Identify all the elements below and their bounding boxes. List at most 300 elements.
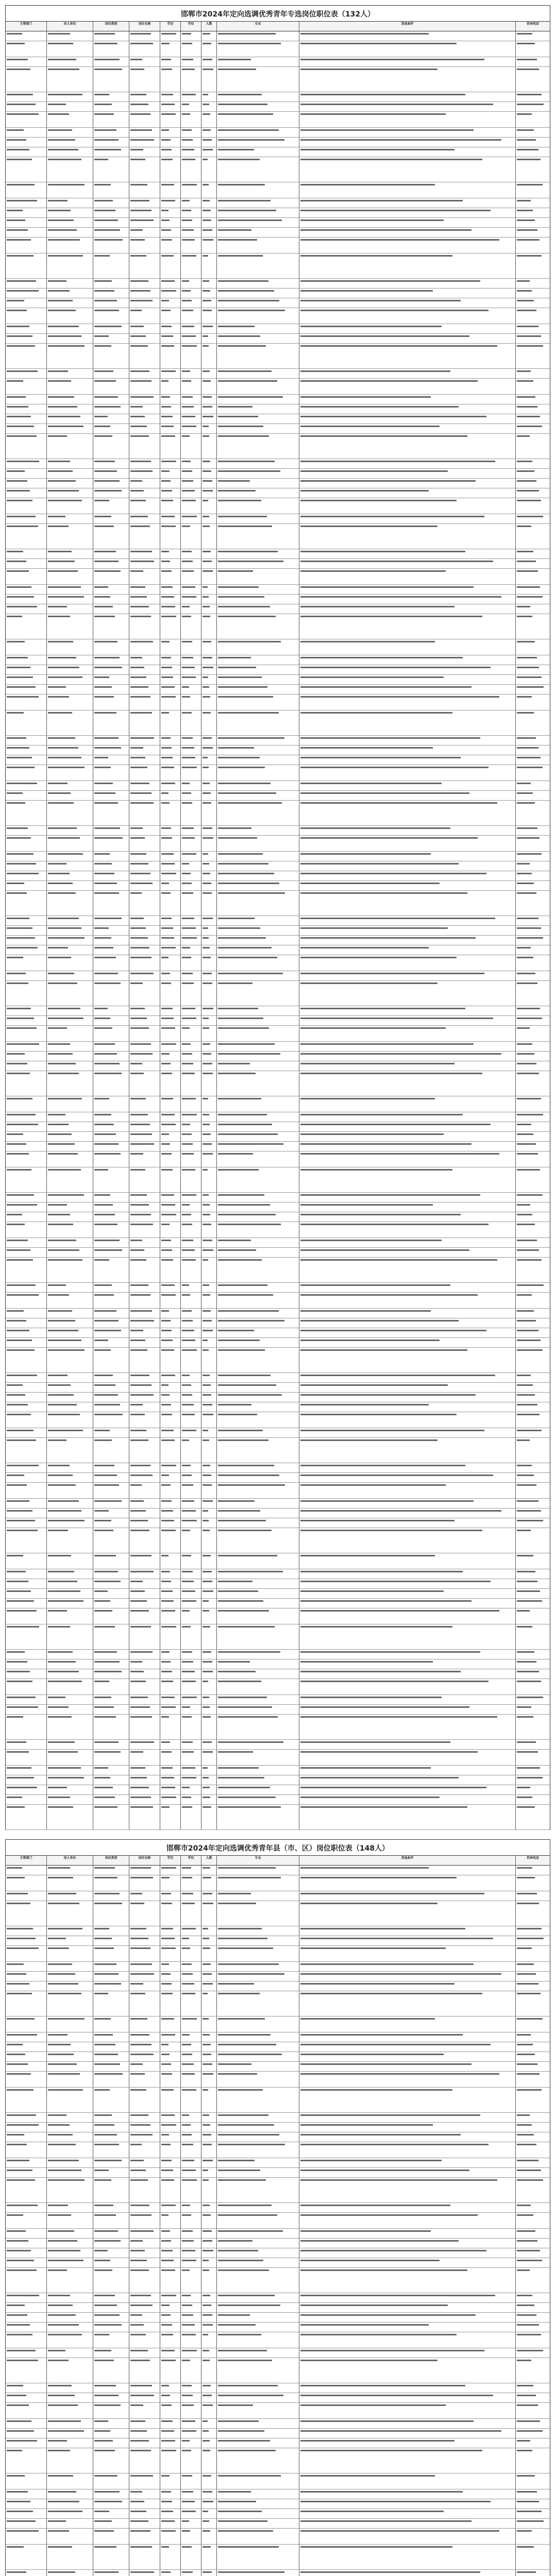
table-cell bbox=[181, 102, 201, 111]
illegible-text bbox=[300, 1590, 444, 1592]
table-row bbox=[6, 852, 550, 861]
illegible-text bbox=[48, 1893, 76, 1894]
illegible-text bbox=[300, 1806, 467, 1808]
table-cell bbox=[129, 604, 160, 614]
table-cell bbox=[181, 2429, 201, 2438]
illegible-text bbox=[130, 2395, 154, 2396]
table-cell bbox=[181, 228, 201, 237]
table-cell bbox=[299, 1258, 516, 1282]
illegible-text bbox=[161, 657, 171, 658]
table-cell bbox=[201, 2052, 217, 2061]
illegible-text bbox=[218, 1893, 251, 1894]
table-cell bbox=[129, 2142, 160, 2158]
illegible-text bbox=[300, 927, 448, 929]
table-cell bbox=[129, 1052, 160, 1061]
illegible-text bbox=[94, 200, 113, 201]
table-cell bbox=[181, 745, 201, 755]
illegible-text bbox=[182, 783, 190, 784]
table-cell bbox=[516, 755, 550, 765]
illegible-text bbox=[218, 1394, 282, 1396]
illegible-text bbox=[7, 480, 27, 482]
illegible-text bbox=[161, 2404, 172, 2406]
illegible-text bbox=[517, 1249, 539, 1251]
table-cell bbox=[516, 1318, 550, 1328]
table-row bbox=[6, 1212, 550, 1222]
illegible-text bbox=[7, 1500, 29, 1502]
table-cell bbox=[181, 2229, 201, 2238]
illegible-text bbox=[203, 239, 213, 241]
table-cell bbox=[299, 861, 516, 871]
illegible-text bbox=[7, 1530, 38, 1531]
illegible-text bbox=[7, 1320, 26, 1321]
table-cell bbox=[93, 710, 129, 735]
table-cell bbox=[201, 1212, 217, 1222]
table-cell bbox=[47, 1624, 93, 1649]
table-cell bbox=[181, 404, 201, 414]
illegible-text bbox=[517, 345, 543, 347]
illegible-text bbox=[218, 435, 269, 437]
illegible-text bbox=[182, 1797, 191, 1798]
table-cell bbox=[217, 253, 299, 278]
table-row bbox=[6, 2303, 550, 2313]
illegible-text bbox=[203, 1510, 208, 1512]
table-cell bbox=[217, 2113, 299, 2122]
illegible-text bbox=[218, 1053, 280, 1055]
table-cell bbox=[160, 1669, 181, 1679]
illegible-text bbox=[300, 1259, 497, 1261]
table-cell bbox=[129, 1926, 160, 1936]
table-cell bbox=[299, 1901, 516, 1926]
table-cell bbox=[516, 2419, 550, 2428]
illegible-text bbox=[203, 2114, 209, 2116]
illegible-text bbox=[48, 139, 75, 141]
illegible-text bbox=[48, 516, 65, 517]
illegible-text bbox=[94, 104, 112, 105]
illegible-text bbox=[48, 2350, 65, 2351]
illegible-text bbox=[7, 1204, 37, 1206]
table-cell bbox=[201, 1463, 217, 1472]
table-cell bbox=[217, 1499, 299, 1508]
table-cell bbox=[160, 404, 181, 414]
table-cell bbox=[129, 1499, 160, 1508]
illegible-text bbox=[203, 2240, 212, 2242]
table-cell bbox=[299, 298, 516, 308]
illegible-text bbox=[218, 1610, 269, 1612]
table-cell bbox=[6, 2113, 47, 2122]
table-cell bbox=[93, 2509, 129, 2518]
illegible-text bbox=[203, 1903, 213, 1904]
illegible-text bbox=[130, 802, 154, 804]
illegible-text bbox=[130, 280, 148, 282]
table-cell bbox=[217, 1750, 299, 1765]
illegible-text bbox=[300, 470, 448, 472]
illegible-text bbox=[48, 2385, 72, 2386]
table-cell bbox=[299, 1553, 516, 1569]
table-cell bbox=[217, 1052, 299, 1061]
table-cell bbox=[6, 102, 47, 111]
illegible-text bbox=[517, 657, 537, 658]
table-cell bbox=[181, 308, 201, 324]
illegible-text bbox=[48, 551, 72, 552]
illegible-text bbox=[300, 2018, 435, 2020]
table-cell bbox=[299, 1438, 516, 1463]
illegible-text bbox=[300, 1414, 457, 1415]
table-row bbox=[6, 675, 550, 685]
illegible-text bbox=[48, 1806, 73, 1808]
table-cell bbox=[160, 2062, 181, 2071]
illegible-text bbox=[48, 1143, 75, 1145]
illegible-text bbox=[182, 1777, 196, 1778]
table-cell bbox=[129, 549, 160, 558]
table-cell bbox=[299, 1112, 516, 1122]
table-cell bbox=[160, 1705, 181, 1714]
table-cell bbox=[129, 916, 160, 925]
table-cell bbox=[93, 1006, 129, 1015]
table-cell bbox=[129, 1866, 160, 1875]
illegible-text bbox=[203, 255, 208, 257]
illegible-text bbox=[203, 1375, 210, 1376]
table-cell bbox=[201, 1151, 217, 1167]
table-cell bbox=[160, 2393, 181, 2402]
illegible-text bbox=[7, 2089, 33, 2091]
table-cell bbox=[6, 2132, 47, 2142]
table-row bbox=[6, 1785, 550, 1795]
illegible-text bbox=[94, 1555, 116, 1556]
illegible-text bbox=[203, 863, 209, 865]
illegible-text bbox=[517, 1169, 540, 1171]
table-cell bbox=[181, 2052, 201, 2061]
table-cell bbox=[93, 157, 129, 182]
table-cell bbox=[217, 971, 299, 980]
illegible-text bbox=[94, 1224, 117, 1225]
illegible-text bbox=[48, 129, 72, 131]
table-cell bbox=[217, 1926, 299, 1936]
table-cell bbox=[201, 112, 217, 127]
table-cell bbox=[93, 1383, 129, 1392]
table-cell bbox=[129, 2429, 160, 2438]
table-cell bbox=[93, 1348, 129, 1372]
illegible-text bbox=[218, 2134, 279, 2136]
table-cell bbox=[93, 1705, 129, 1714]
table-cell bbox=[217, 2448, 299, 2473]
table-cell bbox=[201, 479, 217, 488]
illegible-text bbox=[130, 1938, 148, 1939]
table-cell bbox=[47, 765, 93, 781]
table-cell bbox=[129, 765, 160, 781]
table-cell bbox=[6, 1599, 47, 1608]
table-cell bbox=[47, 1338, 93, 1347]
table-cell bbox=[47, 2062, 93, 2071]
table-cell bbox=[201, 694, 217, 710]
table-row bbox=[6, 1402, 550, 1412]
table-row bbox=[6, 2203, 550, 2213]
table-cell bbox=[129, 1248, 160, 1257]
table-cell bbox=[47, 2016, 93, 2032]
table-cell bbox=[47, 1579, 93, 1588]
table-cell bbox=[217, 1679, 299, 1694]
table-cell bbox=[217, 2303, 299, 2312]
table-cell bbox=[516, 1438, 550, 1463]
illegible-text bbox=[48, 470, 73, 472]
illegible-text bbox=[130, 641, 153, 642]
table-row bbox=[6, 1599, 550, 1608]
illegible-text bbox=[203, 1249, 213, 1251]
illegible-text bbox=[300, 1240, 442, 1241]
illegible-text bbox=[218, 2034, 271, 2036]
illegible-text bbox=[130, 1404, 143, 1405]
illegible-text bbox=[218, 1963, 279, 1965]
table-cell bbox=[160, 614, 181, 639]
illegible-text bbox=[300, 657, 463, 658]
table-cell bbox=[201, 936, 217, 945]
illegible-text bbox=[218, 1073, 256, 1074]
illegible-text bbox=[130, 1697, 148, 1698]
illegible-text bbox=[218, 2073, 257, 2075]
illegible-text bbox=[94, 396, 118, 398]
table-cell bbox=[201, 1589, 217, 1598]
table-cell bbox=[217, 1222, 299, 1238]
illegible-text bbox=[182, 526, 190, 527]
illegible-text bbox=[48, 200, 68, 201]
table-cell bbox=[299, 1212, 516, 1222]
illegible-text bbox=[48, 1018, 83, 1019]
illegible-text bbox=[218, 43, 281, 44]
table-cell bbox=[93, 955, 129, 971]
table-cell bbox=[217, 324, 299, 333]
table-cell bbox=[217, 836, 299, 851]
table-cell bbox=[181, 585, 201, 594]
illegible-text bbox=[7, 1153, 29, 1155]
table-cell bbox=[299, 945, 516, 955]
table-cell bbox=[516, 2178, 550, 2202]
illegible-text bbox=[517, 1484, 536, 1486]
illegible-text bbox=[7, 1018, 34, 1019]
table-cell bbox=[93, 1659, 129, 1669]
table-cell bbox=[160, 57, 181, 66]
illegible-text bbox=[218, 1259, 262, 1261]
table-cell bbox=[201, 1926, 217, 1936]
illegible-text bbox=[130, 1555, 151, 1556]
illegible-text bbox=[7, 2269, 37, 2271]
table-cell bbox=[6, 308, 47, 324]
table-cell bbox=[160, 2268, 181, 2293]
illegible-text bbox=[517, 2073, 540, 2075]
illegible-text bbox=[300, 1133, 444, 1135]
illegible-text bbox=[203, 2160, 213, 2161]
illegible-text bbox=[218, 1340, 260, 1341]
illegible-text bbox=[161, 1098, 173, 1099]
table-cell bbox=[217, 2570, 299, 2576]
illegible-text bbox=[300, 490, 429, 492]
table-cell bbox=[181, 2313, 201, 2322]
illegible-text bbox=[94, 676, 109, 678]
illegible-text bbox=[7, 2475, 25, 2477]
table-cell bbox=[201, 1132, 217, 1141]
table-row bbox=[6, 182, 550, 198]
illegible-text bbox=[517, 1404, 537, 1405]
illegible-text bbox=[182, 1027, 190, 1029]
table-cell bbox=[217, 182, 299, 198]
illegible-text bbox=[48, 290, 70, 292]
table-row bbox=[6, 685, 550, 694]
illegible-text bbox=[7, 1510, 32, 1512]
table-cell bbox=[217, 2438, 299, 2448]
header-cell: 其他条件 bbox=[299, 22, 516, 31]
table-cell bbox=[47, 1740, 93, 1749]
table-cell bbox=[299, 147, 516, 157]
table-cell bbox=[160, 1528, 181, 1553]
illegible-text bbox=[48, 802, 74, 804]
illegible-text bbox=[161, 686, 175, 688]
table-row bbox=[6, 1122, 550, 1132]
illegible-text bbox=[218, 973, 283, 974]
table-cell bbox=[299, 1096, 516, 1112]
table-cell bbox=[299, 1238, 516, 1247]
table-cell bbox=[516, 2545, 550, 2569]
table-cell bbox=[160, 1936, 181, 1945]
table-cell bbox=[516, 861, 550, 871]
table-cell bbox=[93, 459, 129, 468]
illegible-text bbox=[300, 892, 467, 894]
table-cell bbox=[129, 2570, 160, 2576]
illegible-text bbox=[218, 290, 274, 292]
illegible-text bbox=[130, 792, 151, 794]
illegible-text bbox=[182, 2018, 197, 2020]
table-cell bbox=[299, 2489, 516, 2499]
table-cell bbox=[217, 2168, 299, 2177]
table-cell bbox=[47, 1061, 93, 1071]
table-row bbox=[6, 1167, 550, 1193]
table-cell bbox=[47, 1946, 93, 1961]
table-cell bbox=[516, 569, 550, 584]
illegible-text bbox=[7, 2179, 35, 2181]
table-row bbox=[6, 2132, 550, 2142]
table-cell bbox=[93, 1026, 129, 1041]
table-cell bbox=[6, 228, 47, 237]
table-cell bbox=[516, 1509, 550, 1518]
table-cell bbox=[516, 1589, 550, 1598]
illegible-text bbox=[218, 1600, 263, 1602]
table-cell bbox=[516, 685, 550, 694]
illegible-text bbox=[517, 2034, 531, 2036]
table-cell bbox=[160, 791, 181, 800]
illegible-text bbox=[130, 2334, 146, 2335]
illegible-text bbox=[7, 657, 28, 658]
table-cell bbox=[299, 745, 516, 755]
illegible-text bbox=[161, 1716, 169, 1718]
table-cell bbox=[201, 2248, 217, 2258]
table-cell bbox=[201, 1579, 217, 1588]
table-cell bbox=[201, 2348, 217, 2358]
illegible-text bbox=[94, 416, 108, 417]
illegible-text bbox=[7, 526, 38, 527]
illegible-text bbox=[182, 853, 196, 855]
table-cell bbox=[217, 218, 299, 227]
table-cell bbox=[93, 2032, 129, 2042]
table-row bbox=[6, 1962, 550, 1972]
table-cell bbox=[6, 2332, 47, 2348]
illegible-text bbox=[203, 1697, 209, 1698]
illegible-text bbox=[203, 1661, 212, 1663]
table-cell bbox=[516, 891, 550, 916]
illegible-text bbox=[7, 2350, 36, 2351]
table-cell bbox=[201, 395, 217, 404]
illegible-text bbox=[7, 280, 36, 282]
table-cell bbox=[181, 871, 201, 880]
table-cell bbox=[299, 2429, 516, 2438]
illegible-text bbox=[161, 480, 171, 482]
illegible-text bbox=[218, 2160, 255, 2161]
illegible-text bbox=[203, 526, 210, 527]
table-cell bbox=[129, 1715, 160, 1739]
illegible-text bbox=[218, 1651, 280, 1653]
illegible-text bbox=[203, 490, 213, 492]
illegible-text bbox=[517, 2440, 530, 2442]
illegible-text bbox=[130, 2475, 153, 2477]
illegible-text bbox=[203, 1310, 211, 1312]
illegible-text bbox=[182, 606, 190, 607]
table-cell bbox=[201, 2072, 217, 2087]
illegible-text bbox=[517, 927, 541, 929]
illegible-text bbox=[130, 747, 143, 749]
table-cell bbox=[6, 685, 47, 694]
illegible-text bbox=[218, 1993, 260, 1994]
table-cell bbox=[181, 1402, 201, 1412]
illegible-text bbox=[130, 1153, 143, 1155]
table-cell bbox=[160, 41, 181, 57]
table-cell bbox=[6, 549, 47, 558]
table-cell bbox=[299, 92, 516, 101]
illegible-text bbox=[7, 1741, 26, 1743]
table-cell bbox=[516, 1962, 550, 1971]
illegible-text bbox=[300, 1284, 450, 1286]
illegible-text bbox=[517, 973, 535, 974]
table-cell bbox=[93, 1669, 129, 1679]
table-cell bbox=[217, 1238, 299, 1247]
table-cell bbox=[217, 2473, 299, 2489]
table-cell bbox=[129, 67, 160, 92]
illegible-text bbox=[7, 2170, 32, 2171]
illegible-text bbox=[130, 2160, 144, 2161]
table-cell bbox=[93, 1283, 129, 1292]
table-cell bbox=[516, 639, 550, 655]
table-cell bbox=[516, 1936, 550, 1945]
table-cell bbox=[160, 1318, 181, 1328]
table-cell bbox=[160, 765, 181, 781]
illegible-text bbox=[182, 1530, 190, 1531]
illegible-text bbox=[203, 2044, 211, 2045]
table-cell bbox=[129, 2529, 160, 2544]
illegible-text bbox=[203, 1465, 210, 1466]
illegible-text bbox=[300, 2546, 452, 2548]
illegible-text bbox=[218, 2404, 253, 2406]
table-cell bbox=[6, 1528, 47, 1553]
table-row bbox=[6, 1071, 550, 1096]
table-cell bbox=[6, 2393, 47, 2402]
table-cell bbox=[93, 2489, 129, 2499]
table-cell bbox=[181, 1238, 201, 1247]
table-cell bbox=[201, 57, 217, 66]
illegible-text bbox=[130, 883, 153, 884]
illegible-text bbox=[130, 1394, 154, 1396]
table-cell bbox=[299, 2332, 516, 2348]
table-row bbox=[6, 289, 550, 298]
table-cell bbox=[6, 936, 47, 945]
table-cell bbox=[516, 404, 550, 414]
table-cell bbox=[181, 1393, 201, 1402]
illegible-text bbox=[161, 1510, 173, 1512]
illegible-text bbox=[218, 210, 276, 211]
